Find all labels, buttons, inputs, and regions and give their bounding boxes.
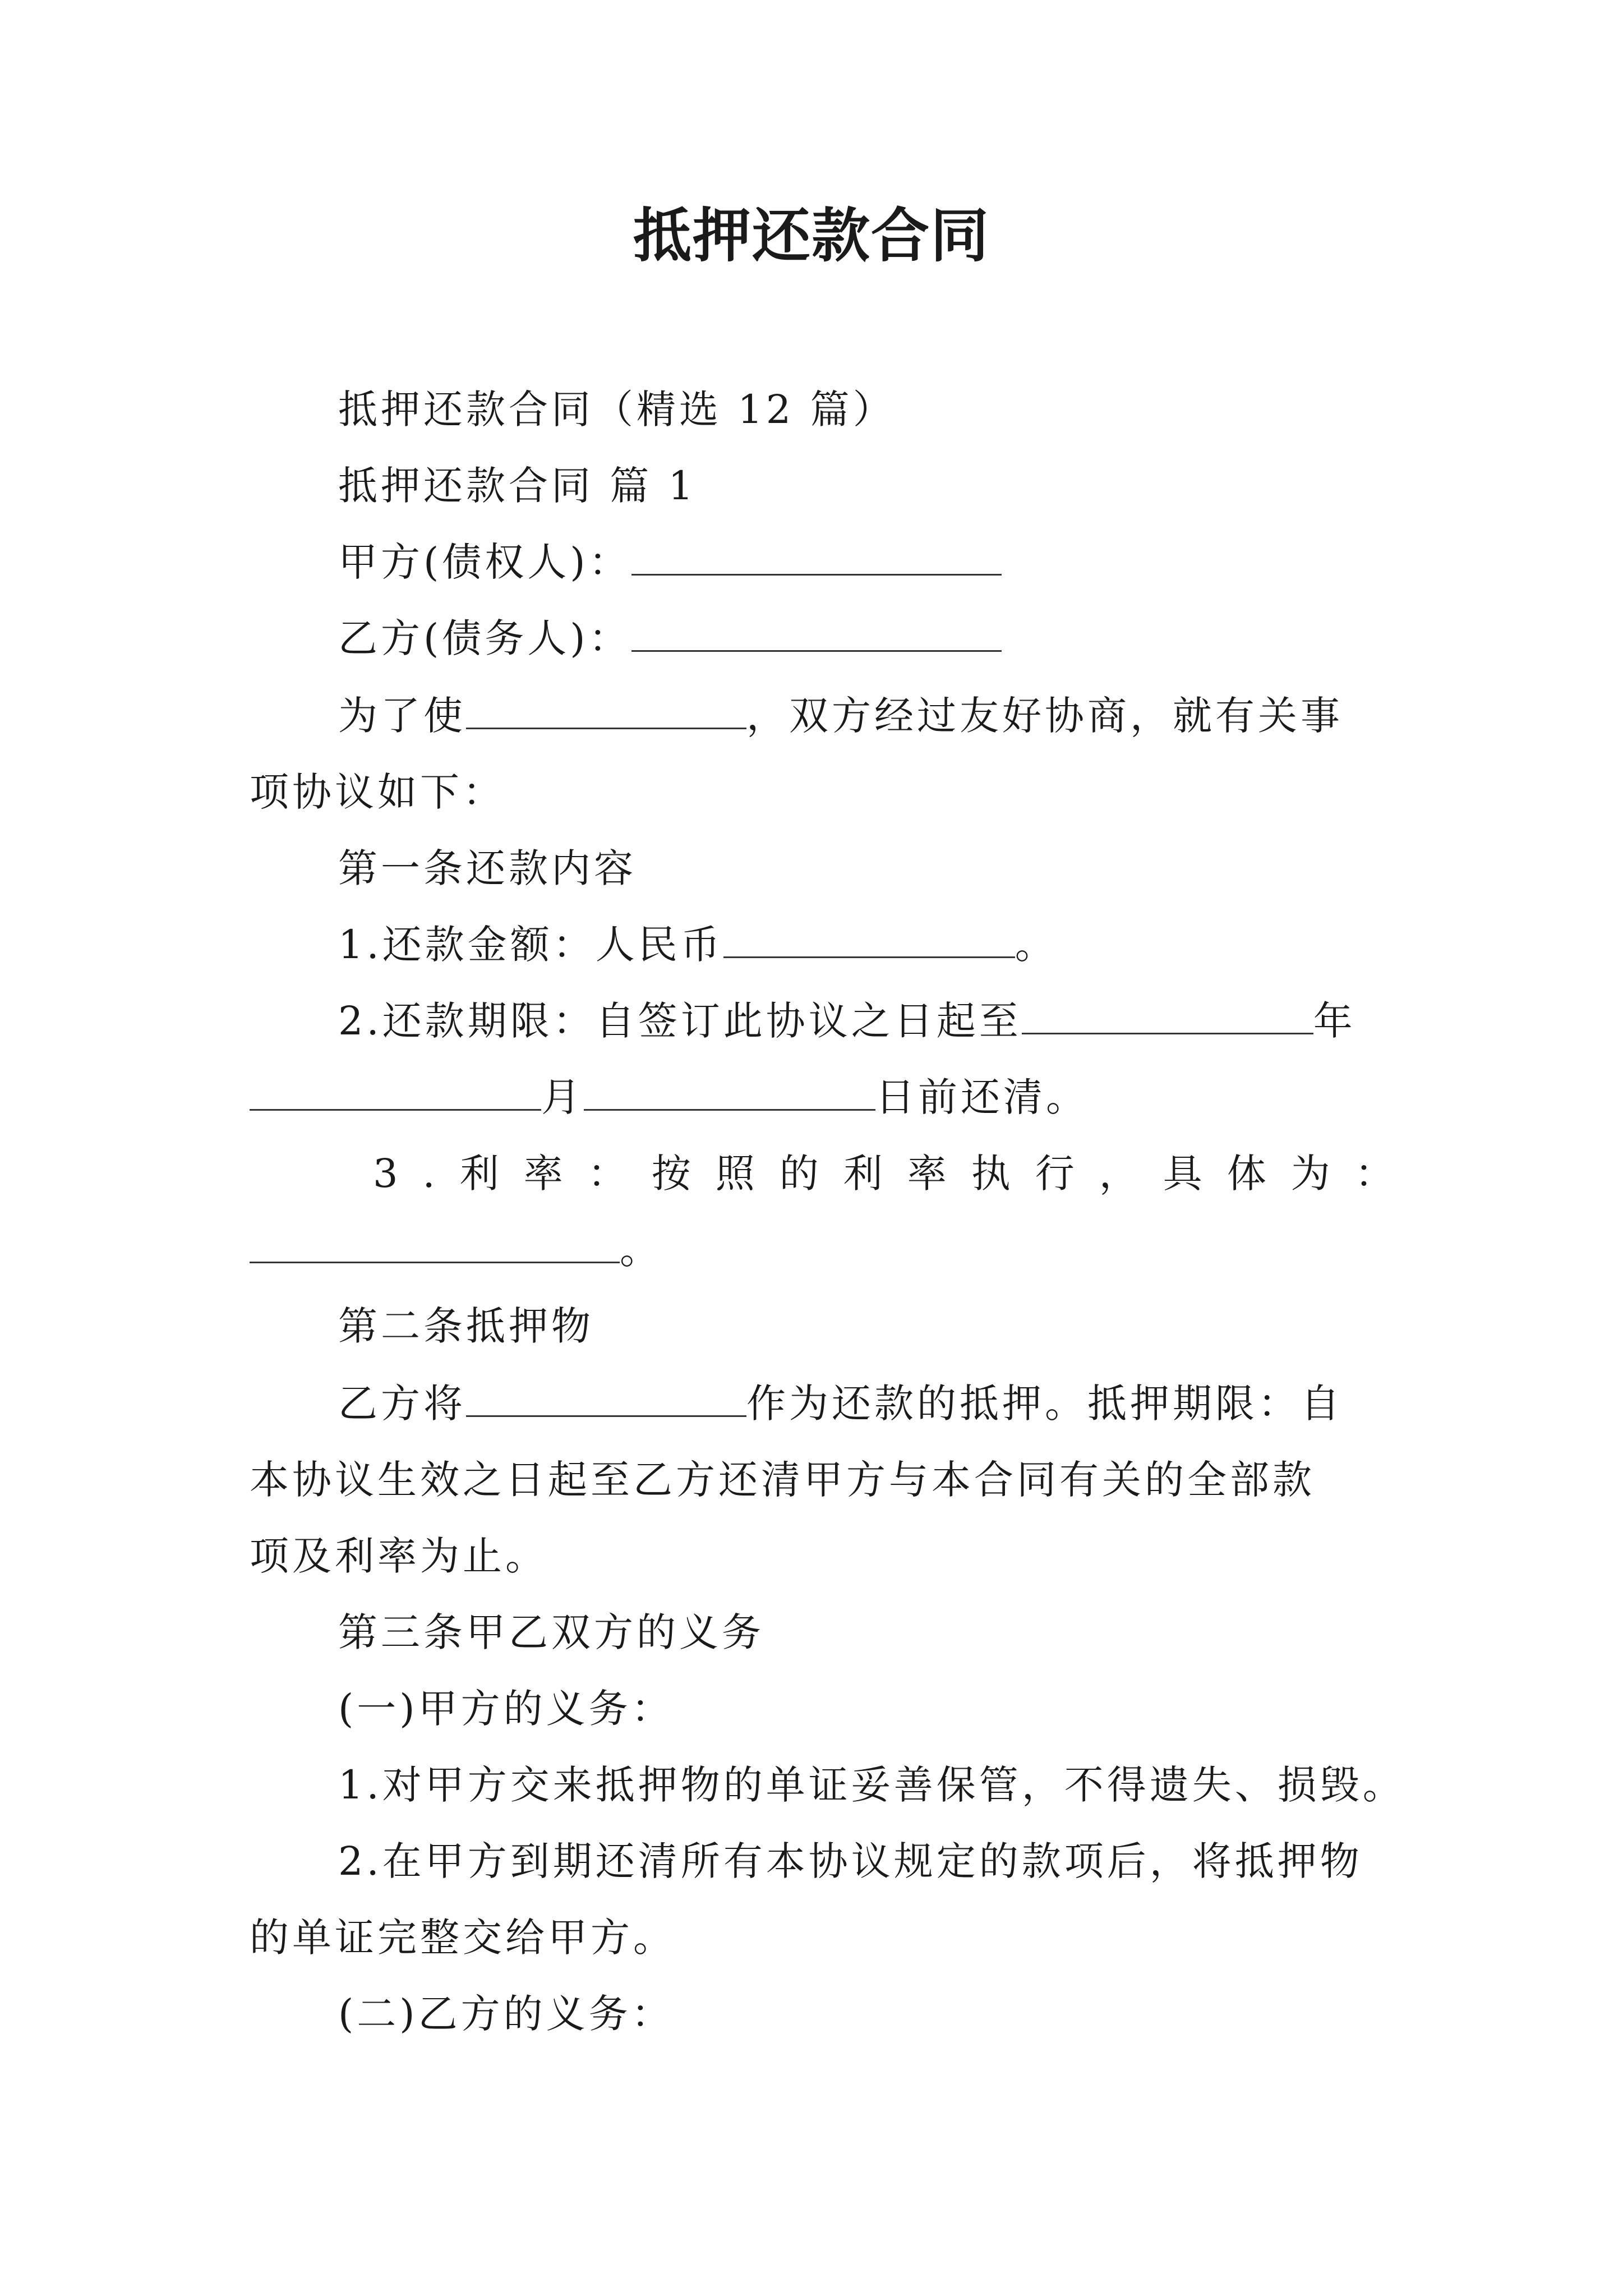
item2-suffix: 日前还清。 xyxy=(875,1074,1089,1120)
article2-heading: 第二条抵押物 xyxy=(338,1303,594,1349)
duty-a-heading: (一)甲方的义务： xyxy=(338,1686,674,1732)
duty-a-item2-line2: 的单证完整交给甲方。 xyxy=(250,1915,676,1961)
item3-line: 3.利率：按照的利率执行，具体为： xyxy=(373,1151,1419,1197)
item2-year-blank xyxy=(1022,993,1313,1034)
article2-line3: 项及利率为止。 xyxy=(250,1533,548,1579)
section-heading: 抵押还款合同 篇 1 xyxy=(338,463,697,509)
article3-heading: 第三条甲乙双方的义务 xyxy=(338,1609,764,1655)
article2-suffix: 作为还款的抵押。抵押期限：自 xyxy=(746,1381,1343,1427)
item1-blank xyxy=(723,917,1015,958)
party-a-line xyxy=(338,534,1382,590)
article2-line2: 本协议生效之日起至乙方还清甲方与本合同有关的全部款 xyxy=(250,1457,1315,1503)
article2-prefix: 乙方将 xyxy=(338,1381,466,1427)
item2-year: 年 xyxy=(1313,998,1356,1044)
intro-continuation: 项协议如下： xyxy=(250,769,505,815)
party-b-label: 乙方(债务人)： xyxy=(338,615,631,661)
duty-a-item2-line1: 2.在甲方到期还清所有本协议规定的款项后，将抵押物 xyxy=(338,1838,1363,1884)
intro-line xyxy=(338,688,1382,744)
item3-blank xyxy=(250,1222,620,1263)
article2-line1 xyxy=(338,1375,1382,1432)
item3-end: 。 xyxy=(620,1227,662,1273)
item2-month-blank xyxy=(250,1070,541,1111)
intro-suffix: ，双方经过友好协商，就有关事 xyxy=(746,693,1343,739)
article1-heading: 第一条还款内容 xyxy=(338,845,637,891)
item2-month: 月 xyxy=(541,1074,584,1120)
item2-day-blank xyxy=(584,1070,875,1111)
party-a-label: 甲方(债权人)： xyxy=(338,539,631,585)
item2-line xyxy=(338,993,1382,1049)
party-b-line xyxy=(338,610,1382,666)
item2-line2 xyxy=(250,1069,1382,1125)
document-subtitle: 抵押还款合同（精选 12 篇） xyxy=(338,386,896,432)
article2-blank xyxy=(466,1376,746,1417)
duty-b-heading: (二)乙方的义务： xyxy=(338,1991,674,2037)
intro-blank xyxy=(466,688,746,729)
item1-line xyxy=(338,917,1382,973)
item2-prefix: 2.还款期限：自签订此协议之日起至 xyxy=(338,998,1022,1044)
duty-a-item1: 1.对甲方交来抵押物的单证妥善保管，不得遗失、损毁。 xyxy=(338,1762,1405,1808)
item1-suffix: 。 xyxy=(1015,922,1058,968)
item1-prefix: 1.还款金额：人民币 xyxy=(338,922,723,968)
item3-line2 xyxy=(250,1222,1382,1278)
intro-prefix: 为了使 xyxy=(338,693,466,739)
party-a-blank xyxy=(631,535,1002,576)
document-title: 抵押还款合同 xyxy=(633,201,990,270)
party-b-blank xyxy=(631,611,1002,652)
